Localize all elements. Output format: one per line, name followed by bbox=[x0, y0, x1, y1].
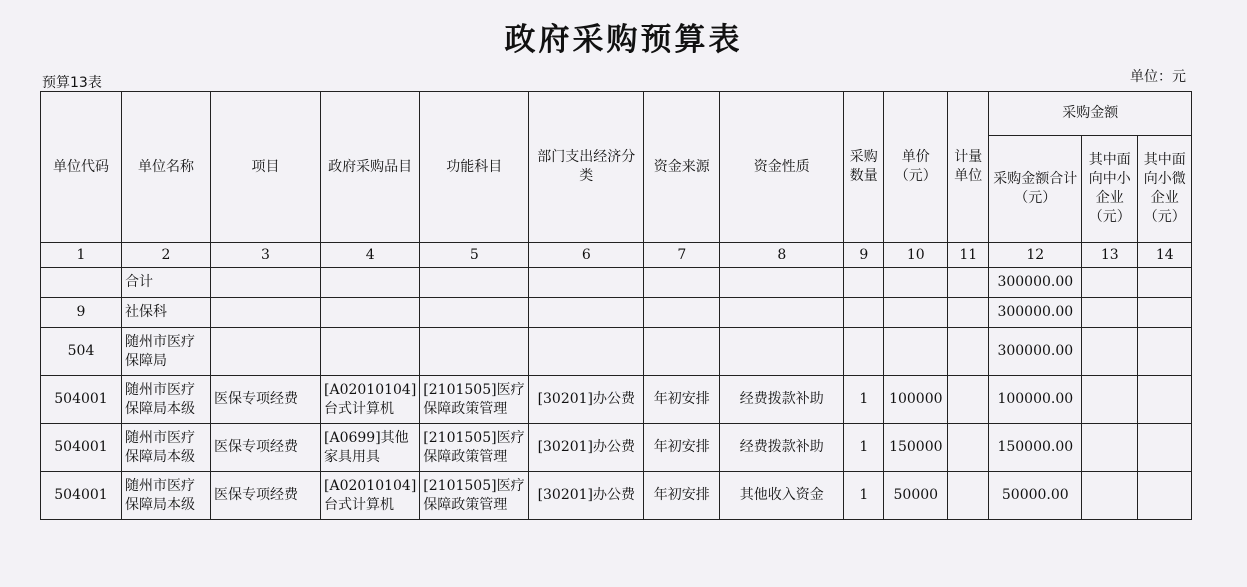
procurement-item-cell bbox=[321, 328, 420, 376]
amount-total-cell: 300000.00 bbox=[989, 268, 1082, 298]
project-cell: 医保专项经费 bbox=[211, 424, 321, 472]
quantity-cell: 1 bbox=[844, 376, 884, 424]
amount-total-cell: 150000.00 bbox=[989, 424, 1082, 472]
header-unit-price: 单价（元） bbox=[884, 92, 948, 243]
unit-code-cell: 9 bbox=[41, 298, 122, 328]
procurement-item-cell bbox=[321, 298, 420, 328]
unit-price-cell bbox=[884, 298, 948, 328]
project-cell bbox=[211, 328, 321, 376]
amount-total-cell: 300000.00 bbox=[989, 328, 1082, 376]
column-number-row bbox=[41, 243, 1192, 268]
fund-nature-cell: 经费拨款补助 bbox=[720, 424, 844, 472]
header-project: 项目 bbox=[211, 92, 321, 243]
to-sme-cell bbox=[1082, 424, 1138, 472]
procurement-item-cell: [A0699]其他家具用具 bbox=[321, 424, 420, 472]
column-number: 12 bbox=[989, 243, 1082, 268]
measure-unit-cell bbox=[948, 298, 989, 328]
table-row bbox=[41, 268, 1192, 298]
project-cell: 医保专项经费 bbox=[211, 472, 321, 520]
column-number: 2 bbox=[122, 243, 211, 268]
econ-class-cell bbox=[529, 298, 644, 328]
unit-name-cell: 社保科 bbox=[122, 298, 211, 328]
fund-nature-cell: 经费拨款补助 bbox=[720, 376, 844, 424]
to-micro-cell bbox=[1138, 424, 1192, 472]
header-procurement-item: 政府采购品目 bbox=[321, 92, 420, 243]
header-unit-name: 单位名称 bbox=[122, 92, 211, 243]
table-row bbox=[41, 424, 1192, 472]
to-sme-cell bbox=[1082, 328, 1138, 376]
to-micro-cell bbox=[1138, 472, 1192, 520]
to-micro-cell bbox=[1138, 268, 1192, 298]
fund-source-cell: 年初安排 bbox=[644, 424, 720, 472]
amount-total-cell: 300000.00 bbox=[989, 298, 1082, 328]
budget-table bbox=[40, 91, 1192, 520]
table-body bbox=[41, 268, 1192, 520]
to-micro-cell bbox=[1138, 376, 1192, 424]
header-to-sme: 其中面向中小企业（元） bbox=[1082, 136, 1138, 243]
unit-name-cell: 随州市医疗保障局本级 bbox=[122, 424, 211, 472]
table-row bbox=[41, 298, 1192, 328]
econ-class-cell: [30201]办公费 bbox=[529, 472, 644, 520]
measure-unit-cell bbox=[948, 424, 989, 472]
header-unit-code: 单位代码 bbox=[41, 92, 122, 243]
quantity-cell bbox=[844, 328, 884, 376]
unit-price-cell bbox=[884, 328, 948, 376]
procurement-item-cell: [A02010104]台式计算机 bbox=[321, 472, 420, 520]
column-number: 10 bbox=[884, 243, 948, 268]
function-subject-cell: [2101505]医疗保障政策管理 bbox=[420, 472, 529, 520]
fund-source-cell bbox=[644, 328, 720, 376]
column-number: 8 bbox=[720, 243, 844, 268]
fund-source-cell bbox=[644, 268, 720, 298]
table-row bbox=[41, 376, 1192, 424]
table-number: 预算13表 bbox=[42, 75, 102, 91]
unit-price-cell bbox=[884, 268, 948, 298]
column-number: 3 bbox=[211, 243, 321, 268]
unit-price-cell: 50000 bbox=[884, 472, 948, 520]
function-subject-cell bbox=[420, 298, 529, 328]
fund-nature-cell bbox=[720, 268, 844, 298]
fund-source-cell bbox=[644, 298, 720, 328]
fund-source-cell: 年初安排 bbox=[644, 472, 720, 520]
econ-class-cell: [30201]办公费 bbox=[529, 376, 644, 424]
header-amount-group: 采购金额 bbox=[989, 92, 1192, 136]
unit-price-cell: 150000 bbox=[884, 424, 948, 472]
function-subject-cell bbox=[420, 268, 529, 298]
fund-nature-cell bbox=[720, 298, 844, 328]
page-title: 政府采购预算表 bbox=[504, 22, 743, 58]
econ-class-cell bbox=[529, 268, 644, 298]
quantity-cell: 1 bbox=[844, 424, 884, 472]
to-sme-cell bbox=[1082, 298, 1138, 328]
unit-name-cell: 随州市医疗保障局本级 bbox=[122, 376, 211, 424]
procurement-item-cell: [A02010104]台式计算机 bbox=[321, 376, 420, 424]
unit-price-cell: 100000 bbox=[884, 376, 948, 424]
to-micro-cell bbox=[1138, 298, 1192, 328]
unit-code-cell: 504001 bbox=[41, 472, 122, 520]
header-quantity: 采购数量 bbox=[844, 92, 884, 243]
header-to-micro: 其中面向小微企业（元） bbox=[1138, 136, 1192, 243]
measure-unit-cell bbox=[948, 472, 989, 520]
column-number: 9 bbox=[844, 243, 884, 268]
header-fund-source: 资金来源 bbox=[644, 92, 720, 243]
table-row bbox=[41, 472, 1192, 520]
column-number: 14 bbox=[1138, 243, 1192, 268]
column-number: 4 bbox=[321, 243, 420, 268]
project-cell bbox=[211, 298, 321, 328]
unit-code-cell bbox=[41, 268, 122, 298]
unit-code-cell: 504 bbox=[41, 328, 122, 376]
unit-name-cell: 合计 bbox=[122, 268, 211, 298]
fund-source-cell: 年初安排 bbox=[644, 376, 720, 424]
quantity-cell: 1 bbox=[844, 472, 884, 520]
unit-code-cell: 504001 bbox=[41, 376, 122, 424]
column-number: 5 bbox=[420, 243, 529, 268]
procurement-item-cell bbox=[321, 268, 420, 298]
amount-total-cell: 100000.00 bbox=[989, 376, 1082, 424]
to-sme-cell bbox=[1082, 472, 1138, 520]
header-amount-total: 采购金额合计（元） bbox=[989, 136, 1082, 243]
function-subject-cell: [2101505]医疗保障政策管理 bbox=[420, 424, 529, 472]
column-number: 13 bbox=[1082, 243, 1138, 268]
fund-nature-cell bbox=[720, 328, 844, 376]
column-number: 11 bbox=[948, 243, 989, 268]
unit-code-cell: 504001 bbox=[41, 424, 122, 472]
column-number: 7 bbox=[644, 243, 720, 268]
measure-unit-cell bbox=[948, 268, 989, 298]
project-cell bbox=[211, 268, 321, 298]
econ-class-cell bbox=[529, 328, 644, 376]
column-number: 1 bbox=[41, 243, 122, 268]
econ-class-cell: [30201]办公费 bbox=[529, 424, 644, 472]
to-micro-cell bbox=[1138, 328, 1192, 376]
function-subject-cell bbox=[420, 328, 529, 376]
unit-name-cell: 随州市医疗保障局本级 bbox=[122, 472, 211, 520]
header-measure-unit: 计量单位 bbox=[948, 92, 989, 243]
table-row bbox=[41, 328, 1192, 376]
header-econ-class: 部门支出经济分类 bbox=[529, 92, 644, 243]
header-function-subject: 功能科目 bbox=[420, 92, 529, 243]
unit-label: 单位：元 bbox=[1130, 69, 1186, 85]
measure-unit-cell bbox=[948, 376, 989, 424]
unit-name-cell: 随州市医疗保障局 bbox=[122, 328, 211, 376]
to-sme-cell bbox=[1082, 376, 1138, 424]
function-subject-cell: [2101505]医疗保障政策管理 bbox=[420, 376, 529, 424]
quantity-cell bbox=[844, 268, 884, 298]
quantity-cell bbox=[844, 298, 884, 328]
header-fund-nature: 资金性质 bbox=[720, 92, 844, 243]
project-cell: 医保专项经费 bbox=[211, 376, 321, 424]
to-sme-cell bbox=[1082, 268, 1138, 298]
measure-unit-cell bbox=[948, 328, 989, 376]
fund-nature-cell: 其他收入资金 bbox=[720, 472, 844, 520]
column-number: 6 bbox=[529, 243, 644, 268]
amount-total-cell: 50000.00 bbox=[989, 472, 1082, 520]
